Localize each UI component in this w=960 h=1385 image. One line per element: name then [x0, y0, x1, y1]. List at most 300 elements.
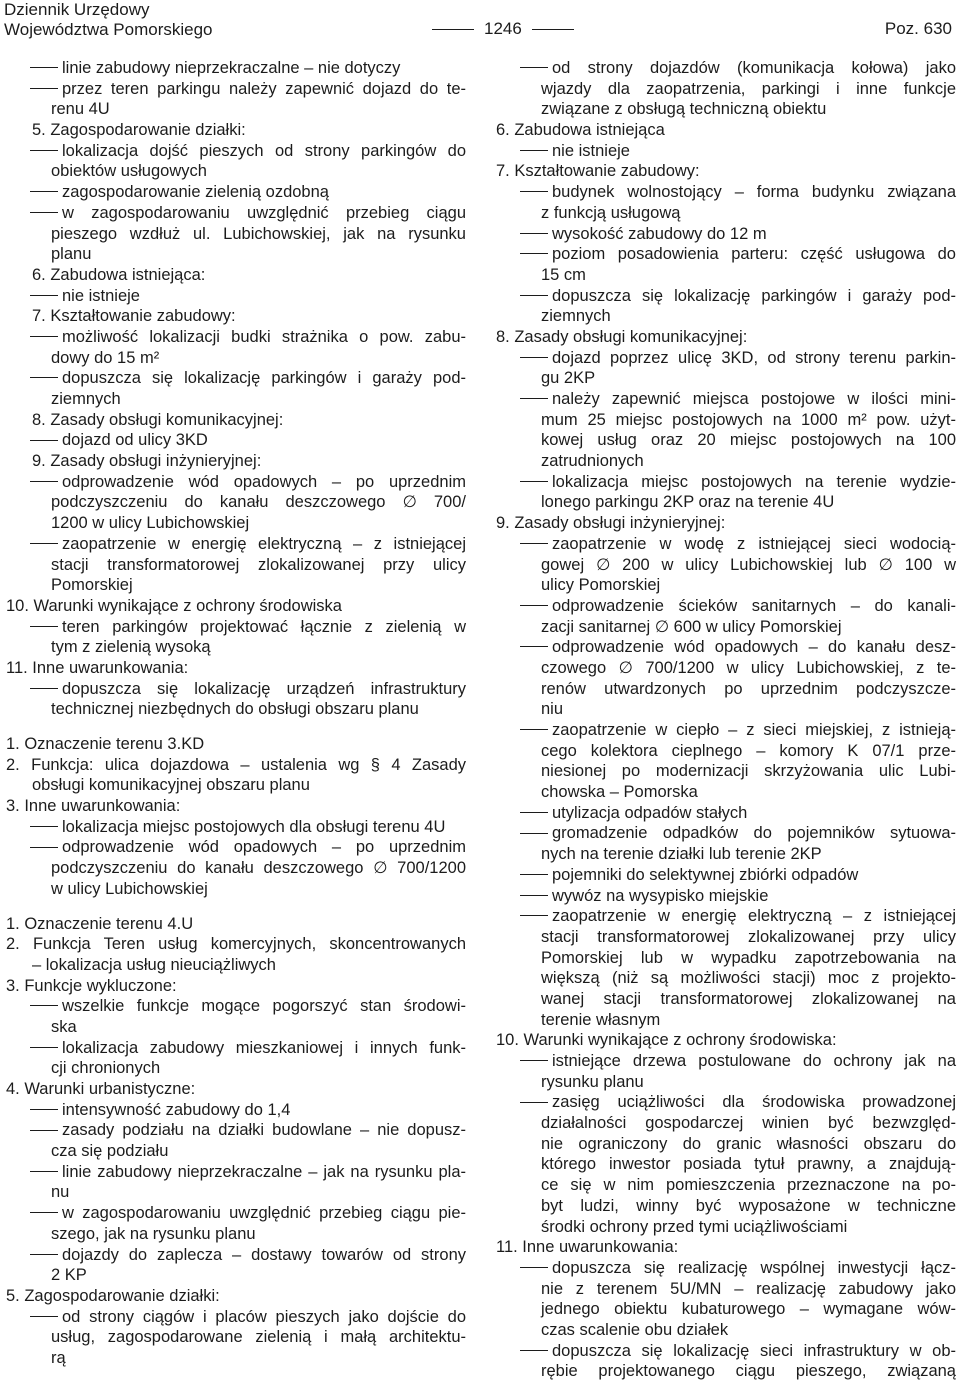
em-dash-bullet	[520, 646, 548, 647]
line-text: związane z obsługą techniczną obiektu	[541, 100, 827, 119]
em-dash-bullet	[520, 605, 548, 606]
line-text: lokalizacja zabudowy mieszkaniowej i innych funk-	[62, 1038, 466, 1057]
line-text: 10. Warunki wynikające z ochrony środowiska	[6, 596, 342, 615]
text-line	[6, 914, 466, 935]
line-text: cza się podziału	[51, 1142, 169, 1161]
em-dash-bullet	[30, 1212, 58, 1213]
line-text: ce się w nim pomieszczenia przeznaczone na po-	[541, 1176, 956, 1195]
position-label: Poz. 630	[884, 19, 952, 38]
text-line	[496, 327, 956, 348]
text-line	[6, 99, 466, 120]
line-text: 8. Zasady obsługi komunikacyjnej:	[496, 327, 748, 346]
text-line	[496, 1113, 956, 1134]
line-text: 9. Zasady obsługi inżynieryjnej:	[496, 514, 726, 533]
em-dash-bullet	[30, 1171, 58, 1172]
text-line	[496, 1010, 956, 1031]
list-item	[496, 906, 956, 927]
line-text: dopuszcza się lokalizację parkingów i garaży pod-	[62, 369, 466, 388]
line-text: linie zabudowy nieprzekraczalne – jak na rysunku pla-	[62, 1162, 466, 1181]
line-text: czas scalenie obu działek	[541, 1320, 729, 1339]
text-line	[6, 755, 466, 776]
left-column	[6, 58, 466, 1369]
list-item	[496, 823, 956, 844]
line-text: ulicy Pomorskiej	[541, 576, 661, 595]
em-dash-bullet	[30, 847, 58, 848]
line-text: w zagospodarowaniu uwzględnić przebieg ciągu	[62, 203, 466, 222]
line-text: lokalizacja dojść pieszych od strony parkingów do	[62, 141, 466, 160]
text-line	[496, 120, 956, 141]
line-text: obiektów usługowych	[51, 162, 207, 181]
text-line	[496, 492, 956, 513]
list-item	[496, 1258, 956, 1279]
line-text: 7. Kształtowanie zabudowy:	[32, 307, 236, 326]
line-text: 11. Inne uwarunkowania:	[6, 658, 189, 677]
text-line	[496, 430, 956, 451]
text-line	[496, 741, 956, 762]
text-line	[6, 410, 466, 431]
line-text: zasady podziału na działki budowlane – nie dopusz-	[62, 1121, 466, 1140]
line-text: pojemniki do selektywnej zbiórki odpadów	[552, 865, 859, 884]
line-text: nie z terenem 5U/MN – realizację zabudowy jako	[541, 1279, 956, 1298]
line-text: rysunku planu	[541, 1072, 644, 1091]
line-text: odprowadzenie wód opadowych – po uprzednim	[62, 472, 466, 491]
line-text: rą	[51, 1348, 66, 1367]
em-dash-bullet	[30, 826, 58, 827]
page-number-dash-right	[532, 29, 574, 30]
text-line	[6, 244, 466, 265]
line-text: kowej usług oraz 20 miejsc postojowych na 100	[541, 431, 956, 450]
text-line	[6, 348, 466, 369]
line-text: planu	[51, 245, 92, 264]
list-item	[6, 430, 466, 451]
em-dash-bullet	[520, 295, 548, 296]
line-text: nie ograniczony do granic własności obszaru do	[541, 1134, 956, 1153]
line-text: odprowadzenie ścieków sanitarnych – do kanali-	[552, 596, 956, 615]
text-line	[496, 451, 956, 472]
line-text: wanej stacji transformatorowej zlokalizowanej na	[541, 989, 956, 1008]
line-text: zaopatrzenie w wodę z istniejącej sieci wodocią-	[552, 534, 956, 553]
text-line	[496, 1237, 956, 1258]
line-text: 2. Funkcja: ulica dojazdowa – ustalenia wg § 4 Zasady	[6, 755, 466, 774]
text-line	[6, 1348, 466, 1369]
em-dash-bullet	[30, 212, 58, 213]
em-dash-bullet	[30, 440, 58, 441]
text-line	[6, 955, 466, 976]
text-line	[6, 306, 466, 327]
line-text: 1. Oznaczenie terenu 3.KD	[6, 735, 205, 753]
text-line	[6, 1079, 466, 1100]
em-dash-bullet	[520, 543, 548, 544]
text-line	[496, 555, 956, 576]
em-dash-bullet	[30, 626, 58, 627]
line-text: nu	[51, 1183, 70, 1202]
line-text: 1200 w ulicy Lubichowskiej	[51, 514, 250, 533]
line-text: niesionej po modernizacji skrzyżowania ulic Lubi-	[541, 762, 956, 781]
line-text: cego kolektora cieplnego – komory K 07/1 prze-	[541, 741, 956, 760]
text-line	[496, 79, 956, 100]
line-text: teren parkingów projektować łącznie z zielenią w	[62, 617, 466, 636]
em-dash-bullet	[30, 481, 58, 482]
list-item	[6, 1120, 466, 1141]
text-line	[6, 555, 466, 576]
list-item	[496, 637, 956, 658]
line-text: 5. Zagospodarowanie działki:	[6, 1286, 220, 1305]
line-text: zasięg uciążliwości dla środowiska prowadzonej	[552, 1093, 956, 1112]
list-item	[6, 1038, 466, 1059]
list-item	[6, 182, 466, 203]
em-dash-bullet	[30, 191, 58, 192]
em-dash-bullet	[30, 377, 58, 378]
list-item	[496, 58, 956, 79]
em-dash-bullet	[520, 1267, 548, 1268]
line-text: 7. Kształtowanie zabudowy:	[496, 162, 700, 181]
text-line	[496, 761, 956, 782]
line-text: gromadzenie odpadków do pojemników sytuowa-	[552, 824, 956, 843]
line-text: od strony dojazdów (komunikacja kołowa) jako	[552, 59, 956, 77]
line-text: zaopatrzenie w energię elektryczną – z istniejącej	[62, 534, 466, 553]
journal-title-line2: Województwa Pomorskiego	[4, 20, 213, 39]
list-item	[496, 534, 956, 555]
text-line	[6, 1058, 466, 1079]
line-text: renów utwardzonych po uprzednim podczyszcze-	[541, 679, 956, 698]
text-line	[6, 879, 466, 900]
list-item	[496, 886, 956, 907]
list-item	[6, 817, 466, 838]
list-item	[6, 58, 466, 79]
line-text: dojazd od ulicy 3KD	[62, 431, 208, 450]
text-line	[6, 637, 466, 658]
em-dash-bullet	[30, 1047, 58, 1048]
line-text: budynek wolnostojący – forma budynku związana	[552, 183, 956, 202]
line-text: wjazdy dla zaopatrzenia, parkingi i inne funkcje	[541, 79, 956, 98]
line-text: ziemnych	[51, 390, 121, 408]
line-text: dopuszcza się lokalizację urządzeń infrastruktury	[62, 679, 466, 698]
line-text: terenie własnym	[541, 1010, 661, 1029]
text-line	[496, 782, 956, 803]
em-dash-bullet	[30, 1109, 58, 1110]
line-text: renu 4U	[51, 100, 110, 119]
line-text: wszelkie funkcje mogące pogorszyć stan środowi-	[62, 997, 466, 1016]
text-line	[496, 844, 956, 865]
list-item	[496, 389, 956, 410]
line-text: 4. Warunki urbanistyczne:	[6, 1080, 196, 1098]
text-line	[496, 575, 956, 596]
em-dash-bullet	[30, 336, 58, 337]
section-gap	[6, 720, 466, 734]
list-item	[6, 996, 466, 1017]
list-item	[496, 865, 956, 886]
em-dash-bullet	[520, 1060, 548, 1061]
em-dash-bullet	[30, 67, 58, 68]
list-item	[496, 596, 956, 617]
line-text: dowy do 15 m²	[51, 348, 160, 367]
list-item	[6, 1203, 466, 1224]
line-text: 9. Zasady obsługi inżynieryjnej:	[32, 452, 262, 471]
list-item	[496, 141, 956, 162]
em-dash-bullet	[30, 295, 58, 296]
em-dash-bullet	[30, 1254, 58, 1255]
line-text: nie istnieje	[62, 286, 140, 305]
em-dash-bullet	[30, 150, 58, 151]
line-text: 1. Oznaczenie terenu 4.U	[6, 914, 194, 933]
journal-title	[4, 0, 213, 40]
line-text: w ulicy Lubichowskiej	[51, 879, 208, 898]
line-text: 15 cm	[541, 265, 586, 284]
line-text: 2. Funkcja Teren usług komercyjnych, skoncentrowanych	[6, 935, 466, 954]
line-text: środki ochrony przed tymi uciążliwościami	[541, 1217, 848, 1236]
text-line	[6, 1286, 466, 1307]
list-item	[496, 720, 956, 741]
line-text: dopuszcza się realizację wspólnej inwestycji łącz-	[552, 1258, 956, 1277]
list-item	[6, 286, 466, 307]
em-dash-bullet	[520, 874, 548, 875]
line-text: z funkcją usługową	[541, 203, 681, 222]
text-line	[6, 1265, 466, 1286]
line-text: jednego obiektu kubaturowego – wymagane wów-	[541, 1300, 956, 1319]
em-dash-bullet	[520, 481, 548, 482]
line-text: 5. Zagospodarowanie działki:	[32, 121, 246, 140]
list-item	[496, 224, 956, 245]
list-item	[496, 286, 956, 307]
text-line	[6, 575, 466, 596]
line-text: utylizacja odpadów stałych	[552, 803, 748, 822]
text-line	[6, 1141, 466, 1162]
text-line	[496, 1217, 956, 1238]
line-text: dopuszcza się lokalizację sieci infrastruktury w ob-	[552, 1341, 956, 1360]
text-line	[6, 265, 466, 286]
text-line	[496, 265, 956, 286]
text-line	[496, 203, 956, 224]
em-dash-bullet	[30, 688, 58, 689]
line-text: ska	[51, 1017, 77, 1036]
em-dash-bullet	[30, 1316, 58, 1317]
em-dash-bullet	[520, 253, 548, 254]
line-text: pieszego wzdłuż ul. Lubichowskiej, jak na rysunku	[51, 224, 466, 243]
text-line	[6, 120, 466, 141]
text-line	[496, 948, 956, 969]
text-line	[6, 976, 466, 997]
text-line	[496, 306, 956, 327]
page-number-dash-left	[432, 29, 474, 30]
text-line	[6, 699, 466, 720]
em-dash-bullet	[30, 1130, 58, 1131]
line-text: zaopatrzenie w energię elektryczną – z istniejącej	[552, 907, 956, 926]
text-line	[496, 679, 956, 700]
line-text: Pomorskiej	[51, 576, 133, 595]
line-text: 6. Zabudowa istniejąca:	[32, 265, 206, 284]
line-text: 8. Zasady obsługi komunikacyjnej:	[32, 410, 284, 429]
list-item	[6, 79, 466, 100]
text-line	[496, 989, 956, 1010]
line-text: działalności gospodarczej winien być bezwzględ-	[541, 1114, 956, 1133]
text-line	[6, 596, 466, 617]
list-item	[496, 244, 956, 265]
text-line	[496, 927, 956, 948]
line-text: obsługi komunikacyjnej obszaru planu	[32, 776, 310, 795]
line-text: gu 2KP	[541, 369, 596, 388]
text-line	[496, 968, 956, 989]
line-text: 3. Funkcje wykluczone:	[6, 976, 177, 995]
text-line	[496, 513, 956, 534]
list-item	[6, 1100, 466, 1121]
section-gap	[6, 900, 466, 914]
line-text: zatrudnionych	[541, 452, 644, 471]
em-dash-bullet	[520, 1350, 548, 1351]
line-text: przez teren parkingu należy zapewnić dojazd do te-	[62, 79, 466, 98]
em-dash-bullet	[520, 191, 548, 192]
list-item	[496, 182, 956, 203]
list-item	[6, 472, 466, 493]
line-text: zaopatrzenie w ciepło – z sieci miejskiej, z istnieją-	[552, 721, 956, 739]
text-line	[496, 1030, 956, 1051]
line-text: odprowadzenie wód opadowych – do kanału desz-	[552, 638, 956, 657]
line-text: zacji sanitarnej ∅ 600 w ulicy Pomorskiej	[541, 617, 842, 636]
line-text: niu	[541, 700, 564, 719]
list-item	[496, 1092, 956, 1113]
list-item	[6, 534, 466, 555]
em-dash-bullet	[30, 543, 58, 544]
em-dash-bullet	[30, 88, 58, 89]
page-number: 1246	[484, 19, 522, 38]
line-text: byt ludzi, winny być wyposażone w techniczne	[541, 1196, 956, 1215]
text-line	[496, 699, 956, 720]
text-line	[496, 1072, 956, 1093]
line-text: poziom posadowienia parteru: część usługowa do	[552, 245, 956, 264]
list-item	[496, 1341, 956, 1362]
line-text: wywóz na wysypisko miejskie	[552, 886, 769, 905]
line-text: intensywność zabudowy do 1,4	[62, 1100, 291, 1119]
text-line	[6, 389, 466, 410]
text-line	[6, 1224, 466, 1245]
em-dash-bullet	[520, 67, 548, 68]
line-text: większą (niż są możliwości stacji) moc z projekto-	[541, 969, 956, 988]
line-text: cji chronionych	[51, 1059, 161, 1078]
text-line	[6, 1017, 466, 1038]
line-text: lokalizacja miejsc postojowych na terenie wydzie-	[552, 472, 956, 491]
text-line	[6, 224, 466, 245]
list-item	[6, 141, 466, 162]
text-line	[496, 1175, 956, 1196]
line-text: istniejące drzewa postulowane do ochrony jak na	[552, 1052, 956, 1070]
line-text: lokalizacja miejsc postojowych dla obsługi terenu 4U	[62, 817, 446, 836]
text-line	[496, 99, 956, 120]
text-line	[6, 775, 466, 796]
text-line	[6, 858, 466, 879]
em-dash-bullet	[520, 895, 548, 896]
line-text: linie zabudowy nieprzekraczalne – nie dotyczy	[62, 59, 401, 77]
line-text: rębie projektowanego ciągu pieszego, związaną	[541, 1362, 956, 1381]
em-dash-bullet	[520, 357, 548, 358]
text-line	[496, 658, 956, 679]
line-text: – lokalizacja usług nieuciążliwych	[32, 955, 276, 974]
line-text: mum 25 miejsc postojowych na 1000 m² pow. użyt-	[541, 410, 956, 429]
line-text: stacji transformatorowej zlokalizowanej przy ulicy	[51, 555, 466, 574]
line-text: szego, jak na rysunku planu	[51, 1224, 256, 1243]
line-text: dojazdy do zaplecza – dostawy towarów od strony	[62, 1245, 466, 1264]
journal-title-line1: Dziennik Urzędowy	[4, 0, 150, 19]
em-dash-bullet	[520, 729, 548, 730]
list-item	[6, 679, 466, 700]
line-text: usług, zagospodarowane zielenią i małą architektu-	[51, 1328, 466, 1347]
line-text: stacji transformatorowej zlokalizowanej przy ulicy	[541, 927, 956, 946]
line-text: ziemnych	[541, 307, 611, 326]
text-line	[6, 513, 466, 534]
list-item	[496, 472, 956, 493]
text-line	[496, 1154, 956, 1175]
line-text: podczyszczeniu do kanału deszczowego ∅ 700/	[51, 493, 466, 512]
list-item	[6, 203, 466, 224]
text-line	[496, 368, 956, 389]
text-line	[6, 1327, 466, 1348]
text-line	[496, 617, 956, 638]
list-item	[6, 327, 466, 348]
text-line	[496, 1279, 956, 1300]
list-item	[6, 617, 466, 638]
text-line	[496, 1134, 956, 1155]
line-text: którego inwestor posiada tytuł prawny, a znajdują-	[541, 1155, 956, 1174]
em-dash-bullet	[520, 233, 548, 234]
text-line	[6, 734, 466, 755]
list-item	[6, 1307, 466, 1328]
list-item	[6, 837, 466, 858]
line-text: 6. Zabudowa istniejąca	[496, 121, 665, 140]
line-text: podczyszczeniu do kanału deszczowego ∅ 700/1200	[51, 859, 466, 878]
line-text: 11. Inne uwarunkowania:	[496, 1238, 679, 1257]
em-dash-bullet	[520, 398, 548, 399]
page-header	[4, 0, 952, 44]
line-text: 10. Warunki wynikające z ochrony środowiska:	[496, 1031, 837, 1050]
text-line	[496, 1196, 956, 1217]
em-dash-bullet	[520, 915, 548, 916]
text-line	[6, 161, 466, 182]
text-line	[6, 934, 466, 955]
list-item	[6, 368, 466, 389]
line-text: 3. Inne uwarunkowania:	[6, 797, 181, 816]
text-line	[496, 1320, 956, 1341]
text-line	[6, 796, 466, 817]
list-item	[496, 803, 956, 824]
line-text: dopuszcza się lokalizację parkingów i garaży pod-	[552, 286, 956, 305]
line-text: zagospodarowanie zielenią ozdobną	[62, 183, 329, 202]
right-column	[496, 58, 956, 1382]
list-item	[496, 348, 956, 369]
text-line	[496, 410, 956, 431]
line-text: chowska – Pomorska	[541, 783, 698, 802]
text-line	[496, 1299, 956, 1320]
text-line	[6, 492, 466, 513]
list-item	[496, 1051, 956, 1072]
em-dash-bullet	[520, 1102, 548, 1103]
line-text: należy zapewnić miejsca postojowe w ilości mini-	[552, 390, 956, 408]
text-line	[6, 658, 466, 679]
line-text: nie istnieje	[552, 141, 630, 160]
line-text: tym z zielenią wysoką	[51, 638, 211, 657]
em-dash-bullet	[520, 812, 548, 813]
line-text: lonego parkingu 2KP oraz na terenie 4U	[541, 493, 835, 512]
page-number-block	[422, 19, 584, 40]
line-text: gowej ∅ 200 w ulicy Lubichowskiej lub ∅ 100 w	[541, 555, 956, 574]
list-item	[6, 1245, 466, 1266]
line-text: odprowadzenie wód opadowych – po uprzednim	[62, 838, 466, 857]
line-text: od strony ciągów i placów pieszych jako dojście do	[62, 1307, 466, 1326]
line-text: technicznej niezbędnych do obsługi obszaru planu	[51, 700, 419, 719]
line-text: nych na terenie działki lub terenie 2KP	[541, 845, 822, 864]
line-text: dojazd poprzez ulicę 3KD, od strony terenu parkin-	[552, 348, 956, 367]
line-text: wysokość zabudowy do 12 m	[552, 224, 767, 243]
text-line	[496, 1361, 956, 1382]
em-dash-bullet	[520, 150, 548, 151]
text-line	[496, 161, 956, 182]
